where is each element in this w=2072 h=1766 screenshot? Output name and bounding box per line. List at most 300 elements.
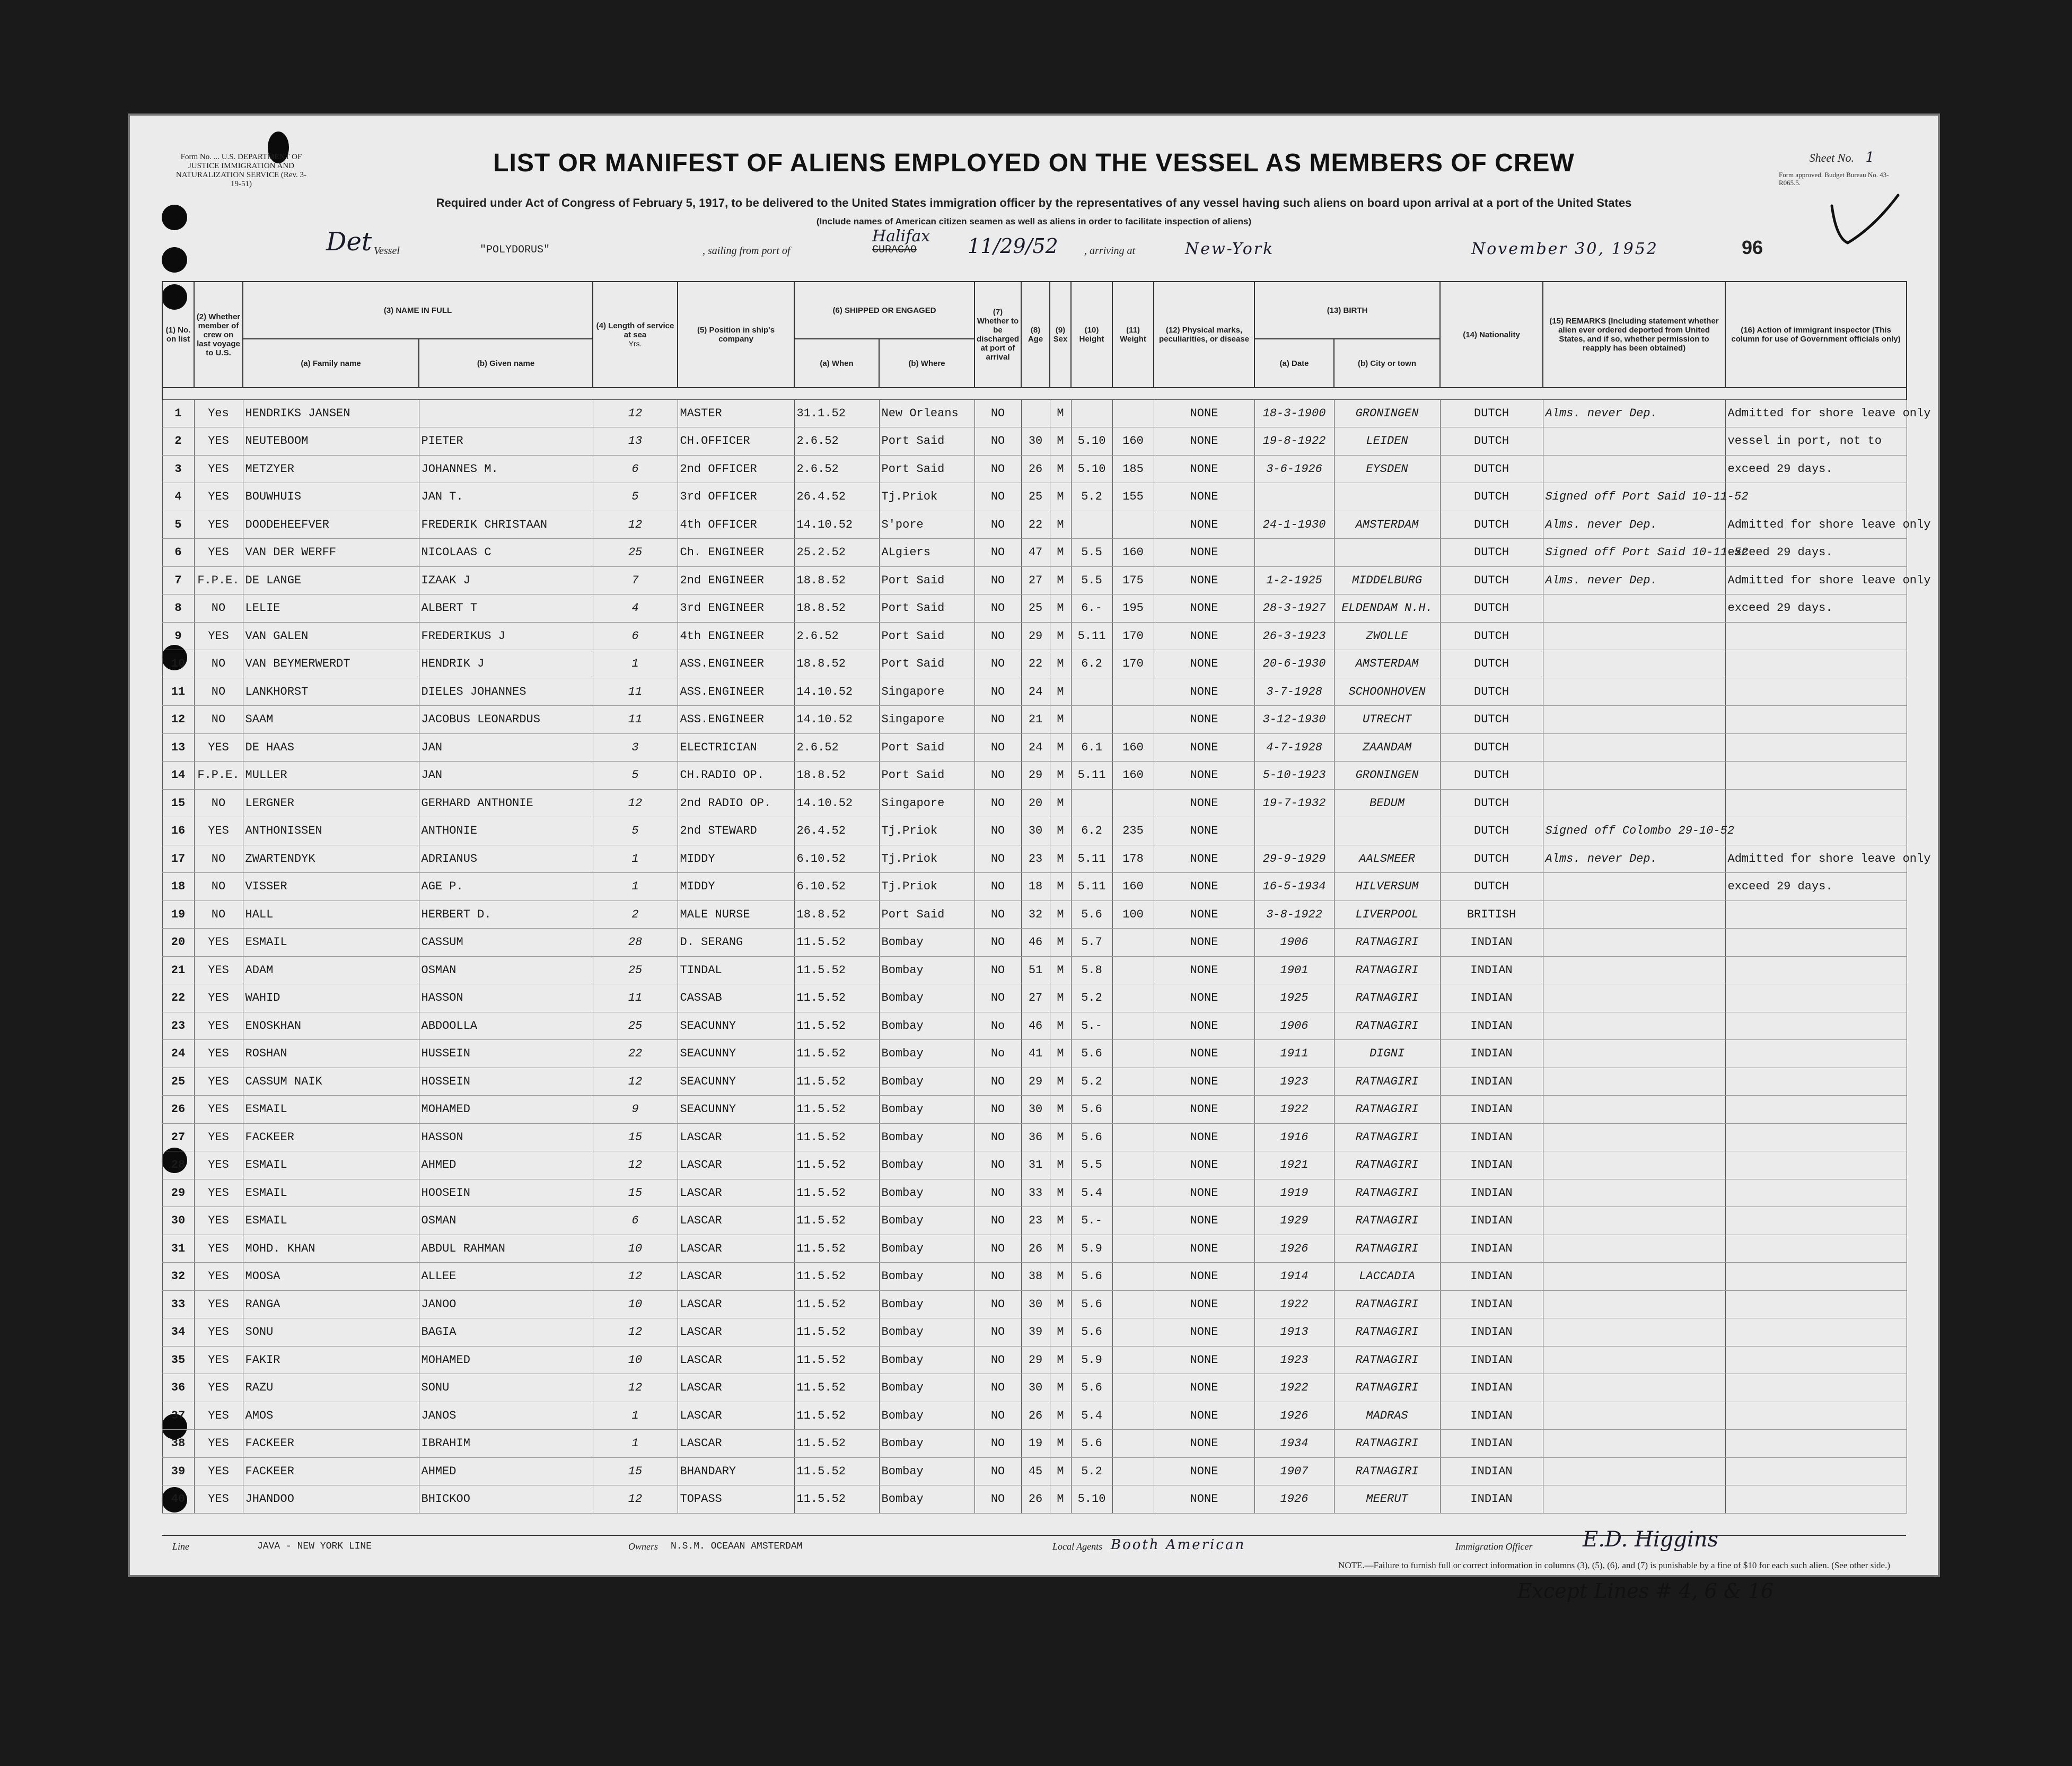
position-cell: LASCAR [678, 1235, 794, 1263]
position-cell: 2nd RADIO OP. [678, 789, 794, 817]
sex-cell: M [1050, 483, 1071, 511]
physical-marks-cell: NONE [1154, 1207, 1254, 1235]
fine-note: NOTE.—Failure to furnish full or correct information in columns (3), (5), (6), and (7) is punishable by a fine of $10 for each such alien. (See other side.) [1338, 1560, 1890, 1570]
shipped-when-cell: 11.5.52 [794, 1179, 879, 1207]
shipped-when-cell: 18.8.52 [794, 566, 879, 595]
age-cell: 25 [1021, 595, 1050, 623]
table-row [162, 956, 1907, 984]
last-voyage-cell: YES [194, 1235, 243, 1263]
birth-date-cell: 18-3-1900 [1254, 399, 1334, 427]
birth-city-cell: DIGNI [1334, 1040, 1440, 1068]
birth-city-cell: RATNAGIRI [1334, 984, 1440, 1012]
nationality-cell: INDIAN [1440, 1430, 1543, 1458]
nationality-cell: DUTCH [1440, 845, 1543, 873]
row-number-cell: 13 [162, 733, 194, 762]
inspector-action-cell: Admitted for shore leave only [1725, 399, 1907, 427]
age-cell: 32 [1021, 901, 1050, 929]
physical-marks-cell: NONE [1154, 1430, 1254, 1458]
given-name-cell: BAGIA [419, 1318, 593, 1347]
birth-date-cell: 24-1-1930 [1254, 511, 1334, 539]
service-years-cell: 12 [593, 399, 678, 427]
col-11-header: (11) Weight [1112, 282, 1154, 388]
service-years-cell: 1 [593, 845, 678, 873]
age-cell: 51 [1021, 956, 1050, 984]
last-voyage-cell: YES [194, 1430, 243, 1458]
family-name-cell: LELIE [243, 595, 419, 623]
age-cell: 30 [1021, 1096, 1050, 1124]
row-number-cell: 38 [162, 1430, 194, 1458]
age-cell: 30 [1021, 817, 1050, 845]
service-years-cell: 15 [593, 1457, 678, 1485]
inspector-action-cell [1725, 1457, 1907, 1485]
table-row [162, 511, 1907, 539]
shipped-when-cell: 11.5.52 [794, 1151, 879, 1179]
discharge-cell: NO [974, 901, 1021, 929]
position-cell: 4th OFFICER [678, 511, 794, 539]
sex-cell: M [1050, 1096, 1071, 1124]
birth-city-cell [1334, 817, 1440, 845]
physical-marks-cell: NONE [1154, 817, 1254, 845]
position-cell: 3rd OFFICER [678, 483, 794, 511]
family-name-cell: FACKEER [243, 1457, 419, 1485]
birth-date-cell: 1-2-1925 [1254, 566, 1334, 595]
weight-cell: 160 [1112, 733, 1154, 762]
service-years-cell: 10 [593, 1235, 678, 1263]
inspector-action-cell: exceed 29 days. [1725, 595, 1907, 623]
physical-marks-cell: NONE [1154, 789, 1254, 817]
sex-cell: M [1050, 956, 1071, 984]
shipped-when-cell: 26.4.52 [794, 483, 879, 511]
shipped-when-cell: 18.8.52 [794, 901, 879, 929]
inspector-action-cell: Admitted for shore leave only [1725, 566, 1907, 595]
shipped-when-cell: 26.4.52 [794, 817, 879, 845]
height-cell: 5.4 [1071, 1179, 1112, 1207]
remarks-cell [1543, 1179, 1725, 1207]
height-cell: 5.11 [1071, 622, 1112, 650]
birth-city-cell: HILVERSUM [1334, 873, 1440, 901]
shipped-when-cell: 11.5.52 [794, 984, 879, 1012]
last-voyage-cell: YES [194, 1318, 243, 1347]
remarks-cell [1543, 678, 1725, 706]
physical-marks-cell: NONE [1154, 1151, 1254, 1179]
inspector-action-cell [1725, 1179, 1907, 1207]
service-years-cell: 6 [593, 622, 678, 650]
birth-city-cell: RATNAGIRI [1334, 1151, 1440, 1179]
physical-marks-cell: NONE [1154, 733, 1254, 762]
family-name-cell: ANTHONISSEN [243, 817, 419, 845]
nationality-cell: INDIAN [1440, 956, 1543, 984]
last-voyage-cell: YES [194, 511, 243, 539]
row-number-cell: 25 [162, 1068, 194, 1096]
sex-cell: M [1050, 1346, 1071, 1374]
inspector-action-cell [1725, 1346, 1907, 1374]
inspector-action-cell [1725, 1040, 1907, 1068]
shipped-when-cell: 2.6.52 [794, 427, 879, 456]
position-cell: ASS.ENGINEER [678, 650, 794, 678]
shipped-when-cell: 2.6.52 [794, 455, 879, 483]
height-cell [1071, 789, 1112, 817]
physical-marks-cell: NONE [1154, 873, 1254, 901]
shipped-when-cell: 6.10.52 [794, 873, 879, 901]
vessel-name: "POLYDORUS" [480, 244, 550, 256]
last-voyage-cell: YES [194, 1207, 243, 1235]
table-row [162, 1430, 1907, 1458]
nationality-cell: BRITISH [1440, 901, 1543, 929]
last-voyage-cell: YES [194, 455, 243, 483]
row-number-cell: 1 [162, 399, 194, 427]
row-number-cell: 23 [162, 1012, 194, 1040]
sex-cell: M [1050, 650, 1071, 678]
height-cell: 5.2 [1071, 984, 1112, 1012]
birth-city-cell: ZWOLLE [1334, 622, 1440, 650]
row-number-cell: 6 [162, 539, 194, 567]
position-cell: MASTER [678, 399, 794, 427]
height-cell: 6.2 [1071, 817, 1112, 845]
discharge-cell: NO [974, 1402, 1021, 1430]
last-voyage-cell: YES [194, 1096, 243, 1124]
sex-cell: M [1050, 1179, 1071, 1207]
shipped-where-cell: Bombay [879, 1485, 974, 1514]
row-number-cell: 26 [162, 1096, 194, 1124]
shipped-when-cell: 11.5.52 [794, 1290, 879, 1318]
shipped-when-cell: 11.5.52 [794, 1318, 879, 1347]
line-label: Line [172, 1541, 190, 1552]
remarks-cell [1543, 1151, 1725, 1179]
given-name-cell: MOHAMED [419, 1096, 593, 1124]
row-number-cell: 27 [162, 1123, 194, 1151]
physical-marks-cell: NONE [1154, 399, 1254, 427]
age-cell: 19 [1021, 1430, 1050, 1458]
shipped-when-cell: 6.10.52 [794, 845, 879, 873]
weight-cell: 155 [1112, 483, 1154, 511]
family-name-cell: JHANDOO [243, 1485, 419, 1514]
nationality-cell: DUTCH [1440, 455, 1543, 483]
inspector-action-cell [1725, 650, 1907, 678]
shipped-when-cell: 25.2.52 [794, 539, 879, 567]
service-years-cell: 12 [593, 511, 678, 539]
remarks-cell [1543, 1263, 1725, 1291]
family-name-cell: ESMAIL [243, 1179, 419, 1207]
inspector-action-cell [1725, 1207, 1907, 1235]
inspector-action-cell [1725, 1430, 1907, 1458]
weight-cell: 175 [1112, 566, 1154, 595]
remarks-cell [1543, 1402, 1725, 1430]
row-number-cell: 33 [162, 1290, 194, 1318]
physical-marks-cell: NONE [1154, 427, 1254, 456]
sex-cell: M [1050, 706, 1071, 734]
discharge-cell: No [974, 1040, 1021, 1068]
row-number-cell: 5 [162, 511, 194, 539]
position-cell: ELECTRICIAN [678, 733, 794, 762]
age-cell: 46 [1021, 929, 1050, 957]
col-12-header: (12) Physical marks, peculiarities, or disease [1154, 282, 1254, 388]
sex-cell: M [1050, 427, 1071, 456]
sailing-label: , sailing from port of [703, 245, 791, 257]
service-years-cell: 1 [593, 1430, 678, 1458]
sex-cell: M [1050, 901, 1071, 929]
given-name-cell: JANOO [419, 1290, 593, 1318]
nationality-cell: INDIAN [1440, 984, 1543, 1012]
birth-date-cell: 1934 [1254, 1430, 1334, 1458]
birth-city-cell: LACCADIA [1334, 1263, 1440, 1291]
sex-cell: M [1050, 595, 1071, 623]
shipped-where-cell: Bombay [879, 1290, 974, 1318]
row-number-cell: 19 [162, 901, 194, 929]
weight-cell [1112, 1263, 1154, 1291]
physical-marks-cell: NONE [1154, 706, 1254, 734]
given-name-cell: JAN [419, 733, 593, 762]
remarks-cell [1543, 1096, 1725, 1124]
position-cell: LASCAR [678, 1374, 794, 1402]
weight-cell [1112, 1346, 1154, 1374]
sex-cell: M [1050, 678, 1071, 706]
physical-marks-cell: NONE [1154, 1485, 1254, 1514]
position-cell: MIDDY [678, 873, 794, 901]
nationality-cell: INDIAN [1440, 1485, 1543, 1514]
height-cell: 6.- [1071, 595, 1112, 623]
weight-cell [1112, 956, 1154, 984]
inspector-action-cell [1725, 1123, 1907, 1151]
family-name-cell: ROSHAN [243, 1040, 419, 1068]
col-4-unit: Yrs. [628, 339, 642, 348]
remarks-cell [1543, 1123, 1725, 1151]
row-number-cell: 16 [162, 817, 194, 845]
discharge-cell: NO [974, 1123, 1021, 1151]
shipped-when-cell: 11.5.52 [794, 1346, 879, 1374]
officer-signature: E.D. Higgins [1583, 1527, 1718, 1552]
remarks-cell [1543, 427, 1725, 456]
birth-city-cell: RATNAGIRI [1334, 1096, 1440, 1124]
weight-cell: 160 [1112, 539, 1154, 567]
nationality-cell: INDIAN [1440, 1290, 1543, 1318]
family-name-cell: RANGA [243, 1290, 419, 1318]
nationality-cell: INDIAN [1440, 1235, 1543, 1263]
age-cell: 22 [1021, 650, 1050, 678]
manifest-sheet [130, 116, 1938, 1603]
birth-date-cell: 1929 [1254, 1207, 1334, 1235]
service-years-cell: 1 [593, 1402, 678, 1430]
birth-city-cell: RATNAGIRI [1334, 1346, 1440, 1374]
nationality-cell: DUTCH [1440, 789, 1543, 817]
table-row [162, 566, 1907, 595]
physical-marks-cell: NONE [1154, 1346, 1254, 1374]
birth-city-cell: RATNAGIRI [1334, 929, 1440, 957]
shipped-when-cell: 11.5.52 [794, 1402, 879, 1430]
weight-cell [1112, 706, 1154, 734]
inspector-action-cell: Admitted for shore leave only [1725, 845, 1907, 873]
table-row [162, 762, 1907, 790]
officer-label: Immigration Officer [1455, 1541, 1533, 1552]
height-cell [1071, 678, 1112, 706]
birth-city-cell: AALSMEER [1334, 845, 1440, 873]
inspector-action-cell [1725, 789, 1907, 817]
height-cell: 5.- [1071, 1207, 1112, 1235]
birth-city-cell: RATNAGIRI [1334, 1123, 1440, 1151]
remarks-cell [1543, 455, 1725, 483]
discharge-cell: NO [974, 817, 1021, 845]
remarks-cell [1543, 1207, 1725, 1235]
nationality-cell: INDIAN [1440, 1151, 1543, 1179]
discharge-cell: NO [974, 1096, 1021, 1124]
position-cell: SEACUNNY [678, 1012, 794, 1040]
birth-city-cell: RATNAGIRI [1334, 1430, 1440, 1458]
age-cell: 23 [1021, 845, 1050, 873]
last-voyage-cell: YES [194, 733, 243, 762]
last-voyage-cell: YES [194, 1068, 243, 1096]
col-7-header: (7) Whether to be discharged at port of arrival [974, 282, 1021, 388]
last-voyage-cell: NO [194, 901, 243, 929]
position-cell: LASCAR [678, 1179, 794, 1207]
inspector-action-cell [1725, 929, 1907, 957]
height-cell: 5.7 [1071, 929, 1112, 957]
row-number-cell: 40 [162, 1485, 194, 1514]
discharge-cell: NO [974, 1374, 1021, 1402]
remarks-cell [1543, 1040, 1725, 1068]
footer-line [162, 1527, 1906, 1557]
discharge-cell: NO [974, 1318, 1021, 1347]
physical-marks-cell: NONE [1154, 511, 1254, 539]
birth-city-cell: RATNAGIRI [1334, 1068, 1440, 1096]
nationality-cell: DUTCH [1440, 511, 1543, 539]
birth-city-cell: RATNAGIRI [1334, 956, 1440, 984]
family-name-cell: ENOSKHAN [243, 1012, 419, 1040]
remarks-cell [1543, 595, 1725, 623]
nationality-cell: INDIAN [1440, 929, 1543, 957]
age-cell: 47 [1021, 539, 1050, 567]
position-cell: 2nd ENGINEER [678, 566, 794, 595]
birth-city-cell [1334, 483, 1440, 511]
row-number-cell: 30 [162, 1207, 194, 1235]
except-note: Except Lines # 4, 6 & 16 [1517, 1579, 1774, 1603]
table-row [162, 929, 1907, 957]
col-10-header: (10) Height [1071, 282, 1112, 388]
family-name-cell: DOODEHEEFVER [243, 511, 419, 539]
shipped-where-cell: Bombay [879, 1123, 974, 1151]
last-voyage-cell: YES [194, 1012, 243, 1040]
age-cell: 20 [1021, 789, 1050, 817]
table-row [162, 399, 1907, 427]
position-cell: 2nd OFFICER [678, 455, 794, 483]
table-row [162, 984, 1907, 1012]
given-name-cell: OSMAN [419, 1207, 593, 1235]
inspector-action-cell [1725, 678, 1907, 706]
remarks-cell [1543, 873, 1725, 901]
height-cell: 5.6 [1071, 1040, 1112, 1068]
weight-cell [1112, 984, 1154, 1012]
nationality-cell: INDIAN [1440, 1068, 1543, 1096]
arriving-label: , arriving at [1084, 245, 1136, 257]
sailing-date: 11/29/52 [968, 234, 1058, 258]
weight-cell: 160 [1112, 427, 1154, 456]
nationality-cell: DUTCH [1440, 873, 1543, 901]
last-voyage-cell: YES [194, 427, 243, 456]
row-number-cell: 29 [162, 1179, 194, 1207]
service-years-cell: 3 [593, 733, 678, 762]
row-number-cell: 31 [162, 1235, 194, 1263]
position-cell: MALE NURSE [678, 901, 794, 929]
service-years-cell: 15 [593, 1179, 678, 1207]
height-cell: 5.9 [1071, 1346, 1112, 1374]
age-cell: 26 [1021, 1235, 1050, 1263]
birth-date-cell [1254, 483, 1334, 511]
inspector-action-cell [1725, 762, 1907, 790]
nationality-cell: DUTCH [1440, 483, 1543, 511]
birth-city-cell: GRONINGEN [1334, 399, 1440, 427]
nationality-cell: INDIAN [1440, 1374, 1543, 1402]
birth-date-cell: 1926 [1254, 1485, 1334, 1514]
given-name-cell: ANTHONIE [419, 817, 593, 845]
given-name-cell: DIELES JOHANNES [419, 678, 593, 706]
shipped-when-cell: 11.5.52 [794, 956, 879, 984]
discharge-cell: NO [974, 1151, 1021, 1179]
birth-city-cell: MEERUT [1334, 1485, 1440, 1514]
weight-cell [1112, 1430, 1154, 1458]
inspector-action-cell [1725, 1374, 1907, 1402]
sex-cell: M [1050, 1374, 1071, 1402]
inspector-action-cell [1725, 1096, 1907, 1124]
discharge-cell: NO [974, 1207, 1021, 1235]
shipped-when-cell: 11.5.52 [794, 1207, 879, 1235]
height-cell: 6.1 [1071, 733, 1112, 762]
row-number-cell: 20 [162, 929, 194, 957]
physical-marks-cell: NONE [1154, 956, 1254, 984]
service-years-cell: 2 [593, 901, 678, 929]
last-voyage-cell: NO [194, 678, 243, 706]
row-number-cell: 15 [162, 789, 194, 817]
given-name-cell: HASSON [419, 984, 593, 1012]
given-name-cell: JAN T. [419, 483, 593, 511]
birth-date-cell: 3-12-1930 [1254, 706, 1334, 734]
discharge-cell: NO [974, 1457, 1021, 1485]
discharge-cell: NO [974, 483, 1021, 511]
arrival-date: November 30, 1952 [1471, 240, 1658, 258]
row-number-cell: 21 [162, 956, 194, 984]
given-name-cell: AGE P. [419, 873, 593, 901]
height-cell: 5.6 [1071, 901, 1112, 929]
weight-cell [1112, 399, 1154, 427]
birth-date-cell: 1914 [1254, 1263, 1334, 1291]
age-cell: 30 [1021, 1290, 1050, 1318]
family-name-cell: ESMAIL [243, 1207, 419, 1235]
remarks-cell [1543, 1318, 1725, 1347]
inspector-action-cell [1725, 984, 1907, 1012]
weight-cell [1112, 511, 1154, 539]
shipped-when-cell: 11.5.52 [794, 1068, 879, 1096]
table-row [162, 595, 1907, 623]
inspector-action-cell [1725, 1151, 1907, 1179]
height-cell: 5.2 [1071, 1068, 1112, 1096]
birth-date-cell: 19-7-1932 [1254, 789, 1334, 817]
height-cell: 6.2 [1071, 650, 1112, 678]
birth-city-cell: AMSTERDAM [1334, 650, 1440, 678]
position-cell: ASS.ENGINEER [678, 678, 794, 706]
sailing-port-struck: CURACAO [872, 244, 917, 256]
shipped-where-cell: Singapore [879, 706, 974, 734]
shipped-when-cell: 11.5.52 [794, 1096, 879, 1124]
birth-city-cell: RATNAGIRI [1334, 1318, 1440, 1347]
inspector-action-cell [1725, 956, 1907, 984]
table-row [162, 706, 1907, 734]
nationality-cell: INDIAN [1440, 1318, 1543, 1347]
nationality-cell: INDIAN [1440, 1263, 1543, 1291]
family-name-cell: DE HAAS [243, 733, 419, 762]
position-cell: CASSAB [678, 984, 794, 1012]
agents-label: Local Agents [1052, 1541, 1103, 1552]
sex-cell: M [1050, 1263, 1071, 1291]
discharge-cell: NO [974, 789, 1021, 817]
discharge-cell: NO [974, 956, 1021, 984]
last-voyage-cell: YES [194, 1123, 243, 1151]
